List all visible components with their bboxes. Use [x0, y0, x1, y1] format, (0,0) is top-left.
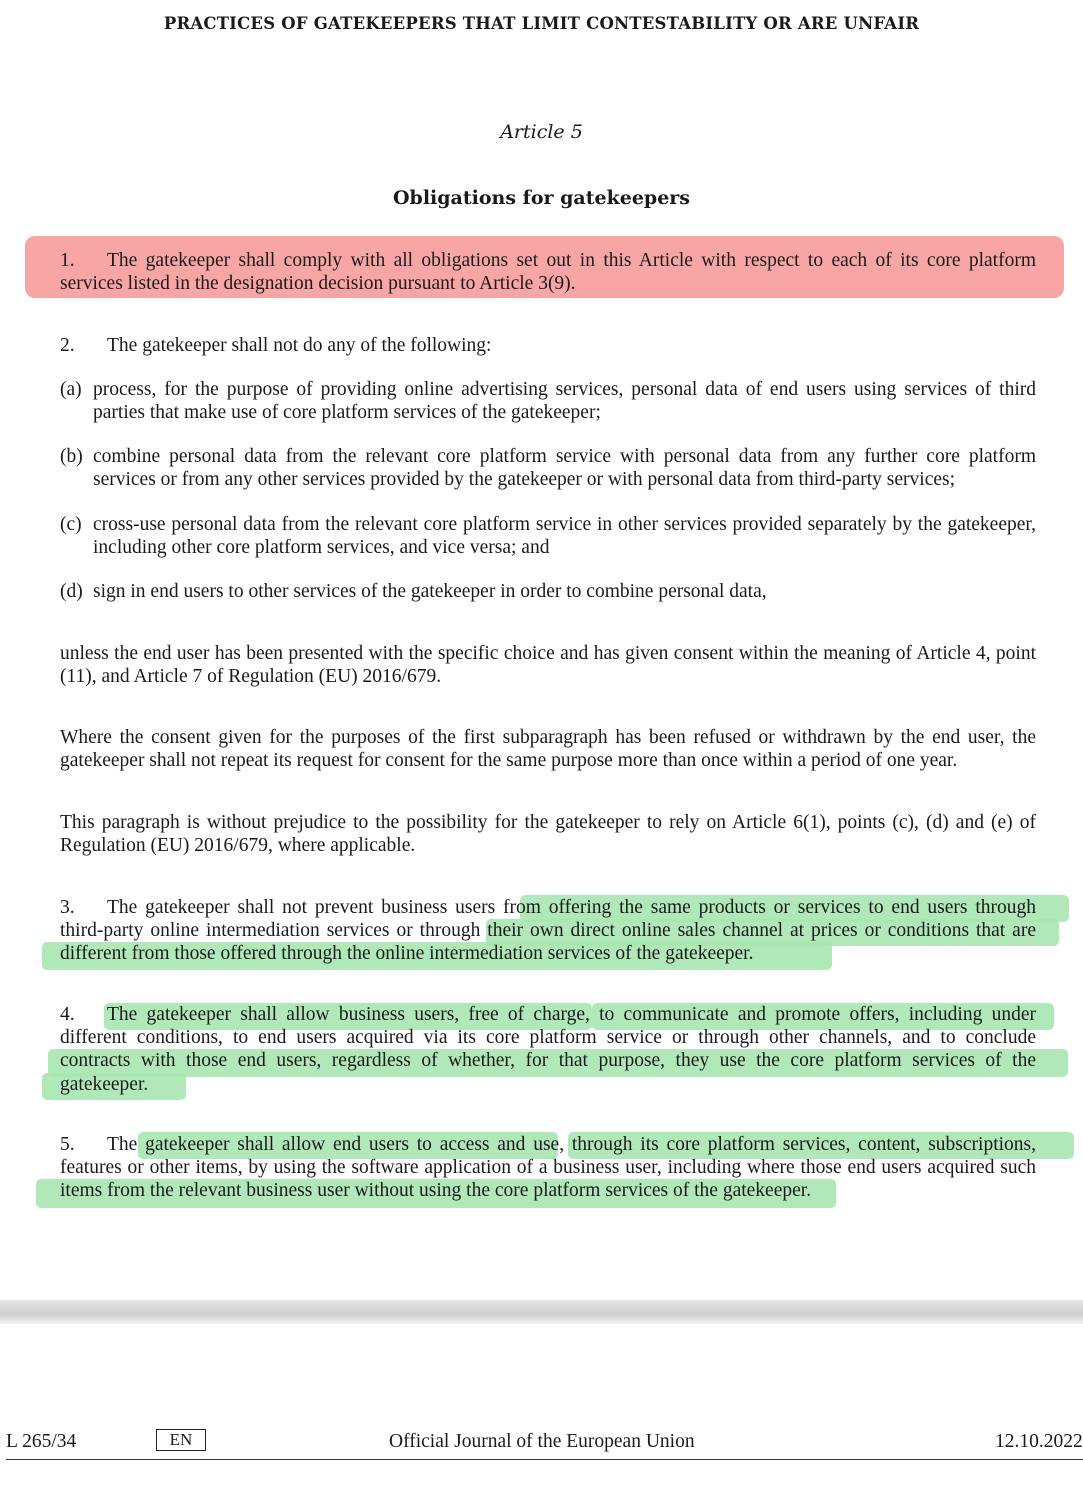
para1-line1: 1. The gatekeeper shall comply with all obligations set out in this Article with respect to each of its core platform — [60, 250, 1036, 271]
para4-line4: gatekeeper. — [60, 1074, 149, 1095]
unless-line1: unless the end user has been presented with the specific choice and has given consent within the meaning of Article 4, point — [60, 643, 1036, 664]
item-b-label: (b) — [60, 446, 83, 467]
language-badge: EN — [156, 1429, 206, 1451]
para4-line1: 4. The gatekeeper shall allow business users, free of charge, to communicate and promote offers, including under — [60, 1004, 1036, 1025]
para3-number: 3. — [60, 897, 75, 918]
para5-line1: 5. The gatekeeper shall allow end users to access and use, through its core platform services, content, subscriptions, — [60, 1134, 1036, 1155]
para5-line2: features or other items, by using the software application of a business user, including where those end users acquired such — [60, 1157, 1036, 1178]
unless-line2: (11), and Article 7 of Regulation (EU) 2016/679. — [60, 666, 442, 687]
item-d-label: (d) — [60, 581, 83, 602]
para1-number: 1. — [60, 250, 75, 271]
item-b-line1: combine personal data from the relevant core platform service with personal data from any further core platform — [93, 446, 1036, 467]
item-b-line2: services or from any other services provided by the gatekeeper or with personal data from third-party services; — [93, 469, 956, 490]
para1-line2: services listed in the designation decision pursuant to Article 3(9). — [60, 273, 576, 294]
para2-intro: 2. The gatekeeper shall not do any of the following: — [60, 335, 492, 356]
para3-line2: third-party online intermediation services or through their own direct online sales channel at prices or conditions that are — [60, 920, 1036, 941]
footer-date: 12.10.2022 — [995, 1431, 1083, 1452]
footer-rule — [6, 1459, 1083, 1460]
para4-line2: different conditions, to end users acquired via its core platform service or through other channels, and to conclude — [60, 1027, 1036, 1048]
footer-journal: Official Journal of the European Union — [389, 1431, 695, 1452]
article-heading: Obligations for gatekeepers — [392, 187, 690, 209]
para4-number: 4. — [60, 1004, 75, 1025]
para3-line3: different from those offered through the online intermediation services of the gatekeeper. — [60, 943, 754, 964]
item-a-line1: process, for the purpose of providing online advertising services, personal data of end users using services of third — [93, 379, 1036, 400]
page-separator — [0, 1300, 1083, 1324]
para5-number: 5. — [60, 1134, 75, 1155]
item-c-line1: cross-use personal data from the relevant core platform service in other services provided separately by the gatekeeper, — [93, 514, 1036, 535]
this-line2: Regulation (EU) 2016/679, where applicable. — [60, 835, 416, 856]
para3-line1: 3. The gatekeeper shall not prevent business users from offering the same products or services to end users through — [60, 897, 1036, 918]
para2-number: 2. — [60, 335, 75, 356]
this-line1: This paragraph is without prejudice to the possibility for the gatekeeper to rely on Article 6(1), points (c), (d) and (e) of — [60, 812, 1036, 833]
page-footer — [0, 1429, 1083, 1455]
where-line1: Where the consent given for the purposes of the first subparagraph has been refused or withdrawn by the end user, the — [60, 727, 1036, 748]
item-a-line2: parties that make use of core platform services of the gatekeeper; — [93, 402, 601, 423]
item-a-label: (a) — [60, 379, 82, 400]
para5-line3: items from the relevant business user without using the core platform services of the gatekeeper. — [60, 1180, 812, 1201]
item-d-line1: sign in end users to other services of the gatekeeper in order to combine personal data, — [93, 581, 767, 602]
footer-reference: L 265/34 — [6, 1431, 77, 1452]
item-c-line2: including other core platform services, and vice versa; and — [93, 537, 550, 558]
item-c-label: (c) — [60, 514, 82, 535]
where-line2: gatekeeper shall not repeat its request for consent for the same purpose more than once within a period of one year. — [60, 750, 958, 771]
para4-line3: contracts with those end users, regardless of whether, for that purpose, they use the core platform services of the — [60, 1050, 1036, 1071]
article-label: Article 5 — [500, 121, 583, 143]
chapter-title: PRACTICES OF GATEKEEPERS THAT LIMIT CONTESTABILITY OR ARE UNFAIR — [163, 14, 920, 33]
